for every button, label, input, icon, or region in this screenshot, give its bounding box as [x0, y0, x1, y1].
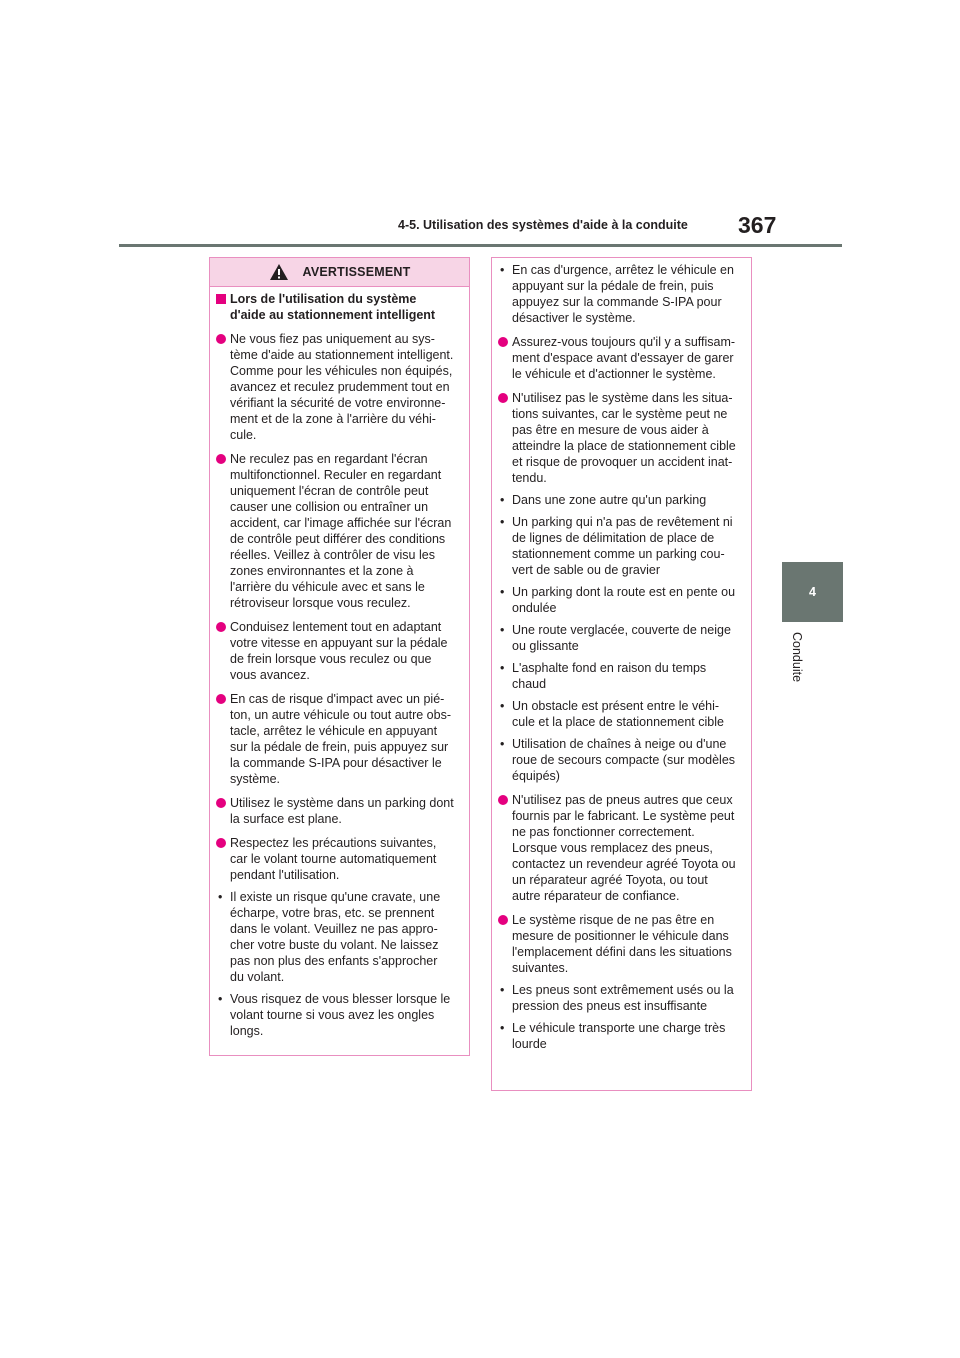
list-item: [498, 736, 741, 784]
item-text: Conduisez lentement tout en adaptant votre vitesse en appuyant sur la pédale de frein lorsque vous reculez ou que vous avancez.: [230, 620, 448, 682]
list-item: [216, 835, 459, 883]
list-item: [498, 792, 741, 904]
item-text: Le système risque de ne pas être en mesure de positionner le véhicule dans l'emplacement défini dans les situations suivantes.: [512, 913, 732, 975]
list-item: [498, 514, 741, 578]
circle-bullet-icon: [498, 337, 508, 347]
list-item: [498, 698, 741, 730]
item-text: Les pneus sont extrêmement usés ou la pression des pneus est insuffisante: [512, 983, 734, 1013]
item-text: N'utilisez pas le système dans les situa- tions suivantes, car le système peut ne pas être en mesure de vous aider à atteindre la place de stationnement cible et risque de provoquer un accident inat- tendu.: [512, 391, 736, 485]
item-text: L'asphalte fond en raison du temps chaud: [512, 661, 707, 691]
warning-box-left: [209, 257, 470, 1056]
header-rule: [119, 244, 842, 247]
item-text: N'utilisez pas de pneus autres que ceux fournis par le fabricant. Le système peut ne pas fonctionner correctement. Lorsque vous remplacez des pneus, contactez un revendeur agréé Toyota ou un réparateur agréé Toyota, ou tout autre réparateur de confiance.: [512, 793, 736, 903]
list-item: [498, 982, 741, 1014]
circle-bullet-icon: [498, 393, 508, 403]
warning-box-right: [491, 257, 752, 1091]
chapter-label: Conduite: [790, 632, 804, 683]
list-item: [498, 334, 741, 382]
warning-header: [210, 258, 469, 287]
dot-bullet-icon: •: [500, 661, 505, 675]
page-number: 367: [738, 212, 777, 238]
circle-bullet-icon: [216, 454, 226, 464]
dot-bullet-icon: •: [500, 515, 505, 529]
dot-bullet-icon: •: [500, 1021, 505, 1035]
item-text: Ne reculez pas en regardant l'écran multifonctionnel. Reculer en regardant uniquement l'écran de contrôle peut causer une collision ou entraîner un accident, car l'image affichée sur l'écran de contrôle peut différer des conditions réelles. Veillez à contrôler de visu les zones environnantes et la zone à l'arrière du véhicule avec et sans le rétroviseur lorsque vous reculez.: [230, 452, 452, 610]
item-text: Lors de l'utilisation du système d'aide au stationnement intelligent: [230, 292, 436, 322]
circle-bullet-icon: [216, 798, 226, 808]
item-text: Un parking qui n'a pas de revêtement ni de lignes de délimitation de place de stationnement comme un parking cou- vert de sable ou de gravier: [512, 515, 733, 577]
list-item: [216, 619, 459, 683]
circle-bullet-icon: [498, 915, 508, 925]
list-item: [216, 451, 459, 611]
circle-bullet-icon: [216, 694, 226, 704]
dot-bullet-icon: •: [500, 585, 505, 599]
dot-bullet-icon: •: [500, 493, 505, 507]
square-bullet-icon: [216, 294, 226, 304]
chapter-number: 4: [809, 585, 816, 599]
chapter-tab[interactable]: [782, 562, 843, 622]
item-text: En cas d'urgence, arrêtez le véhicule en appuyant sur la pédale de frein, puis appuyez sur la commande S-IPA pour désactiver le système.: [512, 263, 734, 325]
section-title: 4-5. Utilisation des systèmes d'aide à la conduite: [398, 218, 688, 232]
circle-bullet-icon: [216, 622, 226, 632]
warning-content-left: [210, 287, 469, 1039]
warning-content-right: [492, 258, 751, 1052]
item-text: Dans une zone autre qu'un parking: [512, 493, 707, 507]
list-item: [216, 331, 459, 443]
dot-bullet-icon: •: [218, 890, 223, 904]
dot-bullet-icon: •: [500, 263, 505, 277]
list-item: [498, 492, 741, 508]
warning-triangle-icon: [269, 263, 289, 281]
list-item: [498, 390, 741, 486]
list-item: [498, 660, 741, 692]
dot-bullet-icon: •: [500, 737, 505, 751]
warning-subheading: [216, 291, 459, 323]
circle-bullet-icon: [498, 795, 508, 805]
item-text: Une route verglacée, couverte de neige ou glissante: [512, 623, 731, 653]
item-text: Utilisez le système dans un parking dont la surface est plane.: [230, 796, 454, 826]
item-text: Utilisation de chaînes à neige ou d'une roue de secours compacte (sur modèles équipés): [512, 737, 736, 783]
item-text: Respectez les précautions suivantes, car le volant tourne automatiquement pendant l'utilisation.: [230, 836, 437, 882]
circle-bullet-icon: [216, 838, 226, 848]
item-text: Le véhicule transporte une charge très lourde: [512, 1021, 726, 1051]
list-item: [216, 889, 459, 985]
warning-title: AVERTISSEMENT: [302, 265, 411, 279]
item-text: Il existe un risque qu'une cravate, une écharpe, votre bras, etc. se prennent dans le volant. Veuillez ne pas appro- cher votre buste du volant. Ne laissez pas non plus des enfants s'approcher du volant.: [230, 890, 441, 984]
dot-bullet-icon: •: [500, 623, 505, 637]
list-item: [498, 584, 741, 616]
dot-bullet-icon: •: [218, 992, 223, 1006]
dot-bullet-icon: •: [500, 983, 505, 997]
list-item: [216, 991, 459, 1039]
list-item: [216, 691, 459, 787]
list-item: [498, 622, 741, 654]
item-text: En cas de risque d'impact avec un pié- ton, un autre véhicule ou tout autre obs- tacle, arrêtez le véhicule en appuyant sur la pédale de frein, puis appuyez sur la commande S-IPA pour désactiver le système.: [230, 692, 451, 786]
item-text: Vous risquez de vous blesser lorsque le volant tourne si vous avez les ongles longs.: [230, 992, 451, 1038]
item-text: Un obstacle est présent entre le véhi- cule et la place de stationnement cible: [512, 699, 724, 729]
list-item: [498, 912, 741, 976]
item-text: Un parking dont la route est en pente ou ondulée: [512, 585, 736, 615]
list-item: [498, 262, 741, 326]
list-item: [498, 1020, 741, 1052]
circle-bullet-icon: [216, 334, 226, 344]
item-text: Assurez-vous toujours qu'il y a suffisam- ment d'espace avant d'essayer de garer le véhicule et d'actionner le système.: [512, 335, 736, 381]
item-text: Ne vous fiez pas uniquement au sys- tème d'aide au stationnement intelligent. Comme pour les véhicules non équipés, avancez et reculez prudemment tout en vérifiant la sécurité de votre environne- ment et de la zone à l'arrière du véhi- cule.: [230, 332, 454, 442]
dot-bullet-icon: •: [500, 699, 505, 713]
list-item: [216, 795, 459, 827]
